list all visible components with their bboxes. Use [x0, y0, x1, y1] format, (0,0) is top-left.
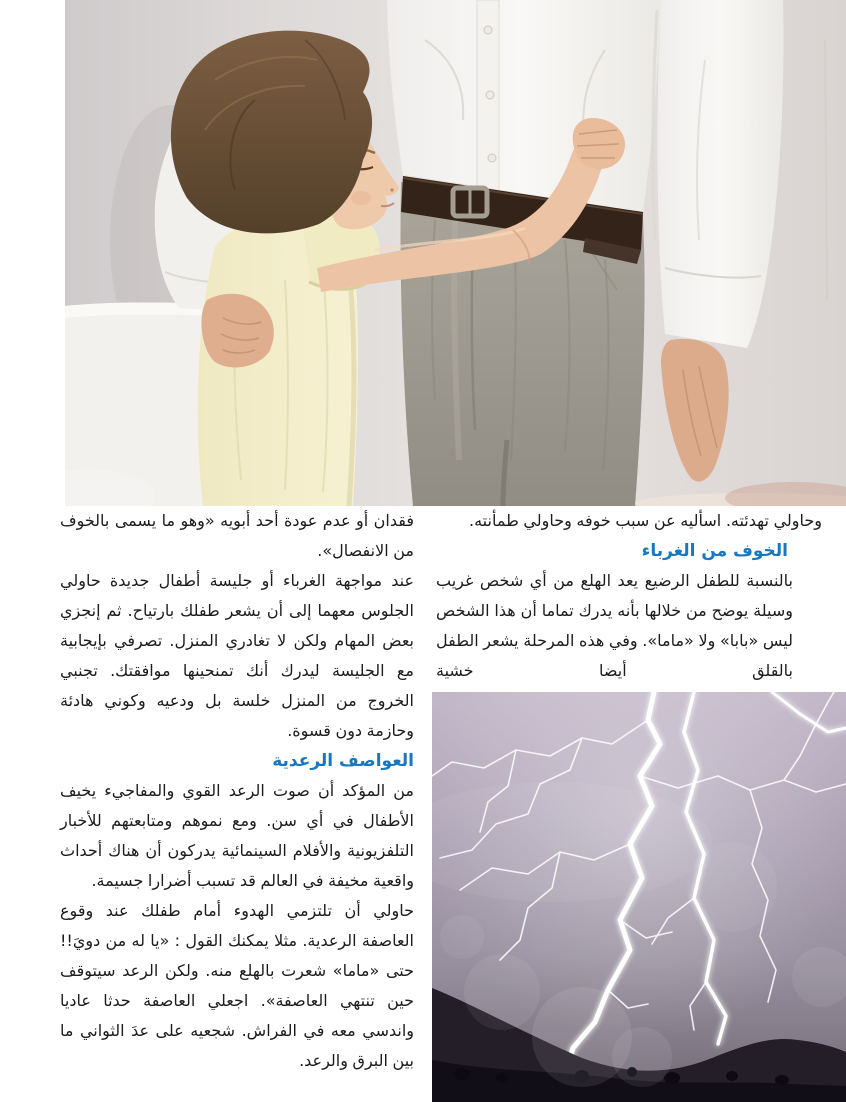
text-column-left [60, 506, 414, 1076]
lightning-storm-illustration [432, 692, 846, 1102]
father-child-photo-illustration [65, 0, 846, 506]
paragraph-strangers: بالنسبة للطفل الرضيع يعد الهلع من أي شخص غريب وسيلة يوضح من خلالها بأنه يدرك تماما أن هذا الشخص ليس «بابا» ولا «ماما». وفي هذه المرحلة يشعر الطفل بالقلق أيضا خشية [436, 571, 793, 680]
paragraph-separation-fear: فقدان أو عدم عودة أحد أبويه «وهو ما يسمى بالخوف من الانفصال». [60, 511, 414, 560]
lightning-storm-photo [432, 692, 846, 1102]
paragraph-babysitter-advice: عند مواجهة الغرباء أو جليسة أطفال جديدة حاولي الجلوس معهما إلى أن يشعر طفلك بارتياح. ثم إنجزي بعض المهام ولكن لا تغادري المنزل. تصرفي بإيجابية مع الجليسة ليدرك أنك تمنحينها موافقتك. تجنبي الخروج من المنزل خلسة بل ودعيه وكوني هادئة وحازمة دون قسوة. [60, 571, 414, 740]
paragraph-calm-advice: حاولي أن تلتزمي الهدوء أمام طفلك عند وقوع العاصفة الرعدية. مثلا يمكنك القول : «يا له من دويَ!! حتى «ماما» شعرت بالهلع منه. ولكن الرعد سيتوقف حين تنتهي العاصفة». اجعلي العاصفة حدثا عاديا واندسي معه في الفراش. شجعيه على عدَ الثواني ما بين البرق والرعد. [60, 901, 414, 1070]
paragraph-thunder-fear: من المؤكد أن صوت الرعد القوي والمفاجيء يخيف الأطفال في أي سن. ومع نموهم ومتابعتهم للأخبار التلفزيونية والأفلام السينمائية يدركون أن هناك أحداث واقعية مخيفة في العالم قد تسبب أضرارا جسيمة. [60, 781, 414, 890]
heading-fear-of-strangers: الخوف من الغرباء [641, 541, 788, 561]
text-column-right [436, 506, 822, 686]
intro-line: وحاولي تهدئته. اسأليه عن سبب خوفه وحاولي طمأنته. [469, 511, 822, 530]
heading-thunderstorms: العواصف الرعدية [272, 751, 414, 771]
father-child-photo [65, 0, 846, 506]
